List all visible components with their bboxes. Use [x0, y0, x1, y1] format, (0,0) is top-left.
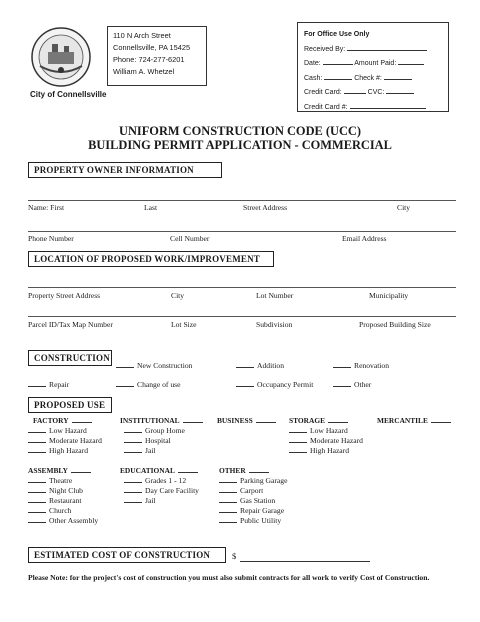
- office-use-title: For Office Use Only: [304, 31, 370, 38]
- construction-change-of-use-option[interactable]: Change of use: [116, 379, 180, 389]
- address-line: Connellsville, PA 15425: [113, 43, 191, 52]
- card-cvc-row: [304, 85, 442, 100]
- credit-card-number-field[interactable]: [350, 100, 426, 109]
- location-subdivision-label: Subdivision: [256, 320, 293, 329]
- section-proposed-use: PROPOSED USE: [28, 397, 112, 413]
- credit-card-label: Credit Card:: [304, 89, 342, 96]
- date-amount-row: [304, 56, 442, 71]
- storage-moderate-hazard[interactable]: Moderate Hazard: [289, 435, 363, 445]
- address-line: 110 N Arch Street: [113, 31, 171, 40]
- address-line: William A. Whetzel: [113, 67, 175, 76]
- cash-field[interactable]: [324, 71, 352, 80]
- cvc-field[interactable]: [386, 85, 414, 94]
- institutional-jail[interactable]: Jail: [124, 445, 156, 455]
- construction-occupancy-option[interactable]: Occupancy Permit: [236, 379, 313, 389]
- institutional-group-home[interactable]: Group Home: [124, 425, 185, 435]
- office-use-box: [297, 22, 449, 112]
- owner-email-label: Email Address: [342, 234, 387, 243]
- institutional-hospital[interactable]: Hospital: [124, 435, 171, 445]
- title-line-2: BUILDING PERMIT APPLICATION - COMMERCIAL: [88, 138, 392, 152]
- checkbox-blank[interactable]: [116, 379, 134, 387]
- credit-card-number-label: Credit Card #:: [304, 103, 348, 111]
- construction-repair-option[interactable]: Repair: [28, 379, 69, 389]
- checkbox-blank[interactable]: [236, 360, 254, 368]
- construction-new-option[interactable]: New Construction: [116, 360, 192, 370]
- checkbox-blank[interactable]: [236, 379, 254, 387]
- other-heading[interactable]: OTHER: [219, 465, 269, 475]
- educational-jail[interactable]: Jail: [124, 495, 156, 505]
- other-gas-station[interactable]: Gas Station: [219, 495, 275, 505]
- factory-moderate-hazard[interactable]: Moderate Hazard: [28, 435, 102, 445]
- title-line-1: UNIFORM CONSTRUCTION CODE (UCC): [119, 124, 361, 138]
- check-label: Check #:: [354, 74, 382, 82]
- date-label: Date:: [304, 60, 321, 67]
- construction-renovation-option[interactable]: Renovation: [333, 360, 389, 370]
- city-seal: [30, 26, 92, 88]
- section-property-owner: PROPERTY OWNER INFORMATION: [28, 162, 222, 178]
- other-carport[interactable]: Carport: [219, 485, 263, 495]
- owner-last-name-label: Last: [144, 203, 158, 212]
- amount-paid-field[interactable]: [398, 56, 424, 65]
- other-repair-garage[interactable]: Repair Garage: [219, 505, 284, 515]
- location-lot-size-label: Lot Size: [171, 320, 197, 329]
- assembly-other[interactable]: Other Assembly: [28, 515, 98, 525]
- cost-amount-field[interactable]: [240, 561, 370, 562]
- address-line: Phone: 724-277-6201: [113, 55, 185, 64]
- section-construction: CONSTRUCTION: [28, 350, 112, 366]
- factory-heading[interactable]: FACTORY: [33, 415, 92, 425]
- location-municipality-label: Municipality: [369, 291, 409, 300]
- owner-line-1[interactable]: [28, 200, 456, 201]
- owner-city-label: City: [397, 203, 411, 212]
- check-field[interactable]: [384, 71, 412, 80]
- other-parking-garage[interactable]: Parking Garage: [219, 475, 287, 485]
- owner-cell-label: Cell Number: [170, 234, 210, 243]
- assembly-heading[interactable]: ASSEMBLY: [28, 465, 91, 475]
- card-number-row: [304, 100, 442, 115]
- storage-low-hazard[interactable]: Low Hazard: [289, 425, 348, 435]
- checkbox-blank[interactable]: [72, 415, 92, 423]
- section-estimated-cost: ESTIMATED COST OF CONSTRUCTION: [28, 547, 226, 563]
- checkbox-blank[interactable]: [333, 360, 351, 368]
- checkbox-blank[interactable]: [116, 360, 134, 368]
- factory-high-hazard[interactable]: High Hazard: [28, 445, 88, 455]
- construction-addition-option[interactable]: Addition: [236, 360, 284, 370]
- location-line-2[interactable]: [28, 316, 456, 317]
- cash-check-row: [304, 71, 442, 86]
- page-title: [0, 124, 480, 152]
- institutional-heading[interactable]: INSTITUTIONAL: [120, 415, 203, 425]
- checkbox-blank[interactable]: [333, 379, 351, 387]
- cost-note: Please Note: for the project's cost of construction you must also submit contracts for all work to verify Cost of Construction.: [28, 573, 430, 582]
- educational-heading[interactable]: EDUCATIONAL: [120, 465, 198, 475]
- owner-street-label: Street Address: [243, 203, 288, 212]
- educational-grades[interactable]: Grades 1 - 12: [124, 475, 186, 485]
- received-by-label: Received By:: [304, 45, 346, 53]
- location-parcel-label: Parcel ID/Tax Map Number: [28, 320, 113, 329]
- construction-other-option[interactable]: Other: [333, 379, 371, 389]
- assembly-restaurant[interactable]: Restaurant: [28, 495, 81, 505]
- owner-phone-label: Phone Number: [28, 234, 74, 243]
- checkbox-blank[interactable]: [28, 379, 46, 387]
- assembly-night-club[interactable]: Night Club: [28, 485, 83, 495]
- business-heading[interactable]: BUSINESS: [217, 415, 276, 425]
- cost-currency-symbol: $: [232, 551, 237, 561]
- location-building-size-label: Proposed Building Size: [359, 320, 431, 329]
- amount-paid-label: Amount Paid:: [354, 60, 397, 67]
- storage-heading[interactable]: STORAGE: [289, 415, 348, 425]
- assembly-theatre[interactable]: Theatre: [28, 475, 72, 485]
- city-name: City of Connellsville: [30, 90, 107, 99]
- received-by-field[interactable]: [304, 42, 442, 57]
- owner-line-2[interactable]: [28, 231, 456, 232]
- mercantile-heading[interactable]: MERCANTILE: [377, 415, 451, 425]
- assembly-church[interactable]: Church: [28, 505, 71, 515]
- educational-day-care[interactable]: Day Care Facility: [124, 485, 199, 495]
- cvc-label: CVC:: [367, 89, 385, 96]
- storage-high-hazard[interactable]: High Hazard: [289, 445, 349, 455]
- date-field[interactable]: [323, 56, 353, 65]
- section-location: LOCATION OF PROPOSED WORK/IMPROVEMENT: [28, 251, 274, 267]
- city-address-box: [107, 26, 207, 86]
- location-city-label: City: [171, 291, 185, 300]
- owner-first-name-label: Name: First: [28, 203, 65, 212]
- factory-low-hazard[interactable]: Low Hazard: [28, 425, 87, 435]
- cash-label: Cash:: [304, 74, 323, 82]
- other-public-utility[interactable]: Public Utility: [219, 515, 281, 525]
- location-lot-number-label: Lot Number: [256, 291, 294, 300]
- location-line-1[interactable]: [28, 287, 456, 288]
- credit-card-field[interactable]: [344, 85, 366, 94]
- location-street-label: Property Street Address: [28, 291, 101, 300]
